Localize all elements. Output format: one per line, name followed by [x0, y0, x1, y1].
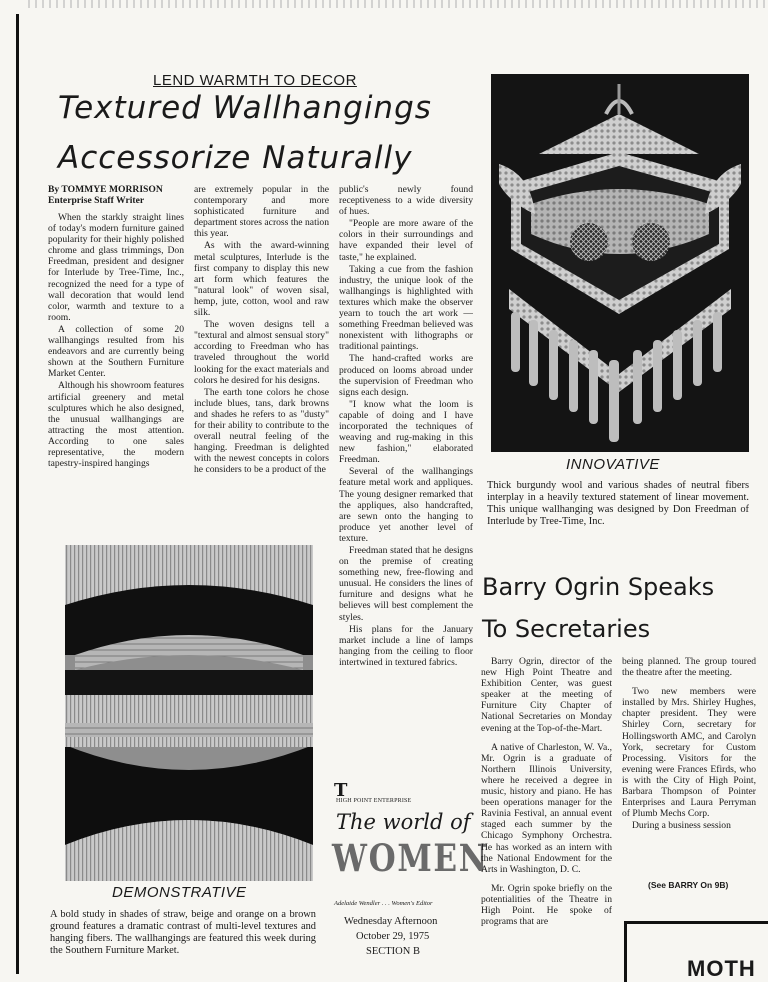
paragraph: Mr. Ogrin spoke briefly on the potentialities of the Theatre in High Point. He spoke of programs that are: [481, 882, 612, 928]
top-edge-noise: [0, 0, 768, 8]
ogrin-column-2: [622, 656, 756, 876]
demonstrative-wallhanging-photo: [65, 545, 313, 881]
ogrin-headline-line1: Barry Ogrin Speaks: [482, 573, 715, 601]
demonstrative-caption-title: DEMONSTRATIVE: [112, 884, 247, 901]
ogrin-column-1: [481, 656, 612, 979]
jump-line: (See BARRY On 9B): [648, 880, 729, 890]
paragraph: During a business session: [632, 820, 731, 832]
article-headline-line1: Textured Wallhangings: [58, 90, 432, 126]
corner-ad-box: [624, 921, 768, 982]
paragraph: Several of the wallhangings feature metal work and appliques. The young designer remarked that the appliques, also handcrafted, are sewn onto the hanging to produce yet another level of texture.: [339, 466, 473, 544]
edition-section: SECTION B: [366, 946, 420, 957]
edition-date: October 29, 1975: [356, 931, 430, 942]
left-rule: [16, 14, 19, 974]
paragraph: being planned. The group toured the theatre after the meeting.: [622, 656, 756, 679]
paragraph: public's newly found receptiveness to a wide diversity of hues.: [339, 184, 473, 218]
byline-name: By TOMMYE MORRISON: [48, 184, 163, 195]
paragraph: When the starkly straight lines of today's modern furniture gained popularity for their highly polished chrome and glass trimmings, Don Freedman, president and designer for Interlude by Tree-Time, Inc., recognized the need for a type of wall decoration that would lend color, warmth and texture to a room.: [48, 212, 184, 323]
paragraph: A native of Charleston, W. Va., Mr. Ogrin is a graduate of Northern Illinois University, where he received a degree in music, history and piano. He has been operations manager for the Ravinia Festival, an annual event staged each summer by the Chicago Symphony Orchestra. He has worked as an intern with the National Endowment for the Arts in Washington, D. C.: [481, 741, 612, 875]
paragraph: "I know what the loom is capable of doing and I have incorporated the techniques of weaving and rug-making in this new fashion," elaborated Freedman.: [339, 398, 473, 466]
article-column-1: [48, 184, 184, 540]
paragraph: Two new members were installed by Mrs. Shirley Hughes, chapter president. They were Shirley Corn, secretary for Hollingsworth AMC, and Carolyn York, secretary for Custom Processing. Visitors for the evening were Frances Efirds, who is with the City of High Point, Barbara Thompson of Pointer Enterprises and Laura Perryman of Plumb Mechs Corp.: [622, 686, 756, 820]
masthead-paper-name: HIGH POINT ENTERPRISE: [336, 798, 412, 804]
paragraph: A collection of some 20 wallhangings resulted from his endeavors and are currently being shown at the Southern Furniture Market Center.: [48, 323, 184, 380]
wallhanging-illustration: [65, 545, 313, 881]
innovative-caption-title: INNOVATIVE: [566, 456, 660, 473]
paragraph: Although his showroom features artificial greenery and metal sculptures which he also designed, the unusual wallhangings are attracting the most attention. According to one sales representative, the modern tapestry-inspired hangings: [48, 380, 184, 470]
corner-ad-text: MOTH: [687, 956, 756, 981]
paragraph: are extremely popular in the contemporary and more sophisticated furniture and department stores across the nation this year.: [194, 184, 329, 240]
ogrin-headline-line2: To Secretaries: [482, 615, 651, 643]
masthead-initial-T: T: [334, 780, 348, 801]
article-headline-line2: Accessorize Naturally: [58, 140, 413, 176]
wallhanging-illustration: [491, 74, 749, 452]
women-title: WOMEN: [332, 836, 489, 880]
byline-title: Enterprise Staff Writer: [48, 195, 145, 206]
paragraph: Freedman stated that he designs on the premise of creating something new, free-flowing and unusual. He considers the lines of furniture and designs what he believes will best complement the styles.: [339, 545, 473, 623]
left-page-edge: [0, 0, 26, 979]
the-world-of-title: The world of: [336, 810, 471, 834]
innovative-wallhanging-photo: [491, 74, 749, 452]
article-column-3: [339, 184, 473, 770]
article-column-2: [194, 184, 329, 540]
edition-day: Wednesday Afternoon: [344, 916, 438, 927]
paragraph: His plans for the January market include a line of lamps hanging from the ceiling to floor intertwined in textured fabrics.: [339, 623, 473, 668]
article-kicker: LEND WARMTH TO DECOR: [153, 72, 357, 89]
paragraph: The woven designs tell a "textural and almost sensual story" according to Freedman who has traveled throughout the world looking for the exact materials and colors he desired for his designs.: [194, 319, 329, 386]
innovative-caption: Thick burgundy wool and various shades of neutral fibers interplay in a heavily textured statement of linear movement. This unique wallhanging was designed by Don Freedman of Interlude by Tree-Time, Inc.: [487, 480, 749, 527]
paragraph: The hand-crafted works are produced on looms abroad under the supervision of Freedman who signs each design.: [339, 353, 473, 398]
paragraph: "People are more aware of the colors in their surroundings and have expanded their level of taste," he explained.: [339, 218, 473, 263]
womens-editor-line: Adelaide Wendler . . . Women's Editor: [334, 900, 433, 907]
paragraph: Taking a cue from the fashion industry, the unique look of the wallhangings is highlighted with textures which make the observer yearn to touch the art work — something Freedman believed was nonexistent with lithographs or traditional paintings.: [339, 263, 473, 353]
paragraph: Barry Ogrin, director of the new High Point Theatre and Exhibition Center, was guest speaker at the meeting of Furniture City Chapter of National Secretaries on Monday evening at the Top-of-the-Mart.: [481, 656, 612, 734]
paragraph: As with the award-winning metal sculptures, Interlude is the first company to display this new art form which features the "natural look" of woven sisal, hemp, jute, cotton, wool and raw silk.: [194, 240, 329, 319]
paragraph: The earth tone colors he chose include blues, tans, dark browns and shades he refers to as "dusty" for their ability to contribute to the overall neutral feeling of the hanging. Freedman is delighted with the newest concepts in colors he considers to be a product of the: [194, 386, 329, 476]
world-of-women-block: [330, 776, 489, 976]
demonstrative-caption: A bold study in shades of straw, beige and orange on a brown ground features a dramatic contrast of multi-level textures and hanging fibers. The wallhangings are featured this week during the Southern Furniture Market.: [50, 909, 316, 956]
